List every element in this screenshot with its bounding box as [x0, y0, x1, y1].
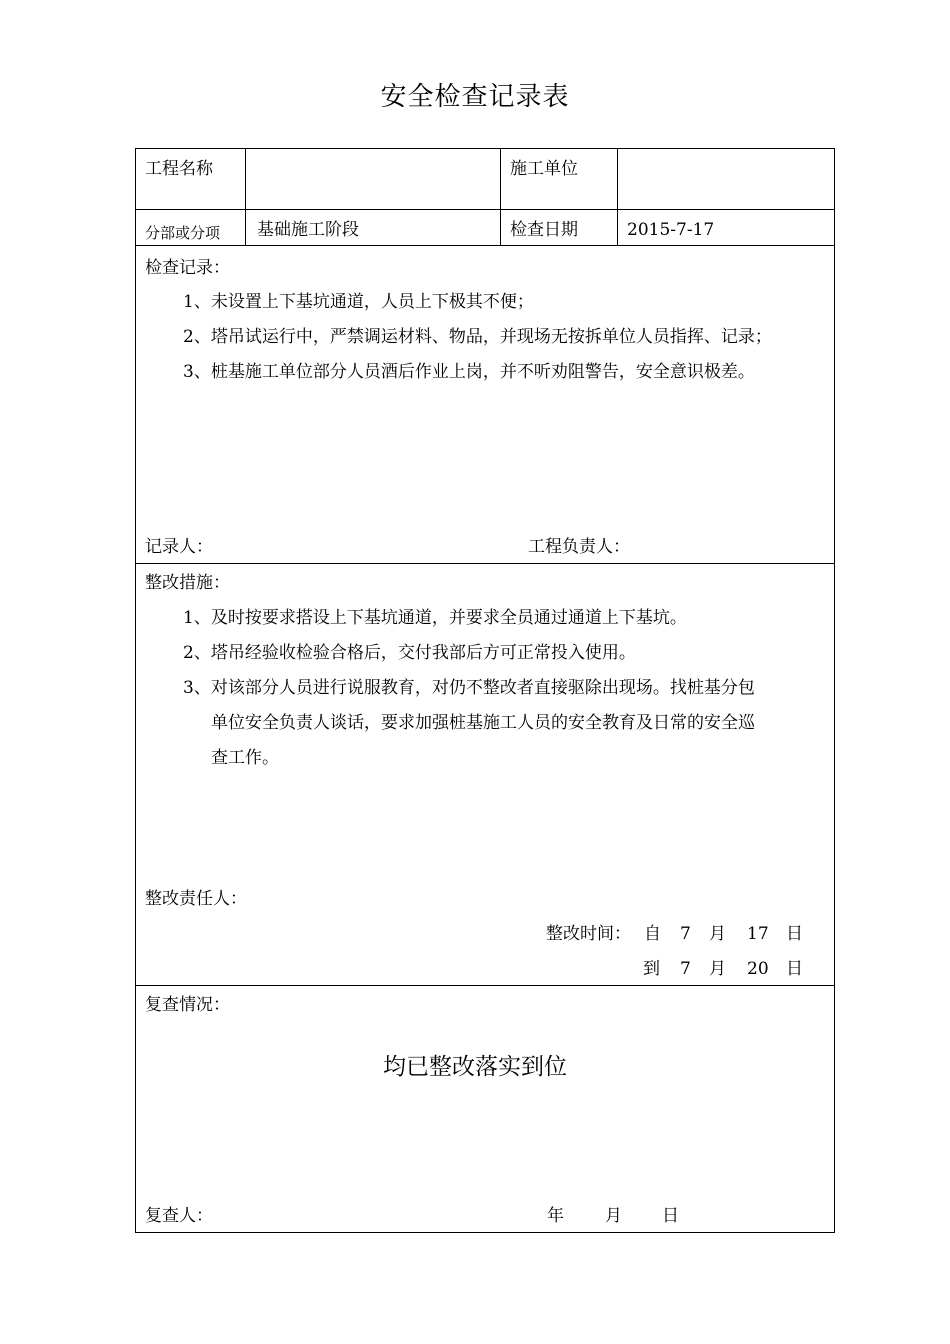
- border-left: [135, 148, 136, 1233]
- rectification-item: 3、对该部分人员进行说服教育，对仍不整改者直接驱除出现场。找桩基分包: [183, 678, 755, 698]
- from-day: 17: [747, 924, 769, 944]
- section-label: 分部或分项: [145, 224, 221, 242]
- border-bottom: [135, 1232, 835, 1233]
- rectification-item: 1、及时按要求搭设上下基坑通道，并要求全员通过通道上下基坑。: [183, 608, 687, 628]
- to-day: 20: [747, 959, 769, 979]
- rectification-item: 2、塔吊经验收检验合格后，交付我部后方可正常投入使用。: [183, 643, 636, 663]
- divider-inspection: [135, 563, 835, 564]
- col-divider-2: [500, 148, 501, 246]
- month-word: 月: [709, 924, 726, 944]
- from-word: 自: [644, 924, 661, 944]
- from-month: 7: [680, 924, 691, 944]
- project-name-label: 工程名称: [145, 159, 213, 179]
- recorder-label: 记录人：: [145, 537, 213, 557]
- day-word: 日: [662, 1206, 679, 1226]
- year-word: 年: [547, 1206, 564, 1226]
- manager-label: 工程负责人：: [528, 537, 630, 557]
- border-top: [135, 148, 835, 149]
- col-divider-1: [245, 148, 246, 246]
- review-label: 复查情况：: [145, 995, 230, 1015]
- time-label: 整改时间：: [546, 924, 631, 944]
- page-title: 安全检查记录表: [380, 82, 570, 112]
- divider-row2: [135, 245, 835, 246]
- divider-row1: [135, 209, 835, 210]
- responsible-label: 整改责任人：: [145, 889, 247, 909]
- day-word: 日: [786, 924, 803, 944]
- rectification-item-continued: 查工作。: [211, 748, 279, 768]
- to-month: 7: [680, 959, 691, 979]
- divider-rectification: [135, 985, 835, 986]
- section-value: 基础施工阶段: [257, 220, 359, 240]
- rectification-item-continued: 单位安全负责人谈话，要求加强桩基施工人员的安全教育及日常的安全巡: [211, 713, 755, 733]
- inspection-item: 3、桩基施工单位部分人员酒后作业上岗，并不听劝阻警告，安全意识极差。: [183, 362, 755, 382]
- inspection-label: 检查记录：: [145, 258, 230, 278]
- inspection-item: 2、塔吊试运行中，严禁调运材料、物品，并现场无按拆单位人员指挥、记录；: [183, 327, 772, 347]
- rectification-label: 整改措施：: [145, 573, 230, 593]
- date-label: 检查日期: [510, 220, 578, 240]
- day-word: 日: [786, 959, 803, 979]
- inspection-form: [135, 148, 835, 1233]
- to-word: 到: [643, 959, 660, 979]
- inspection-item: 1、未设置上下基坑通道，人员上下极其不便；: [183, 292, 534, 312]
- date-value: 2015-7-17: [627, 220, 715, 240]
- month-word: 月: [605, 1206, 622, 1226]
- month-word: 月: [709, 959, 726, 979]
- review-result: 均已整改落实到位: [383, 1054, 567, 1080]
- contractor-label: 施工单位: [510, 159, 578, 179]
- reviewer-label: 复查人：: [145, 1206, 213, 1226]
- col-divider-3: [617, 148, 618, 246]
- border-right: [834, 148, 835, 1233]
